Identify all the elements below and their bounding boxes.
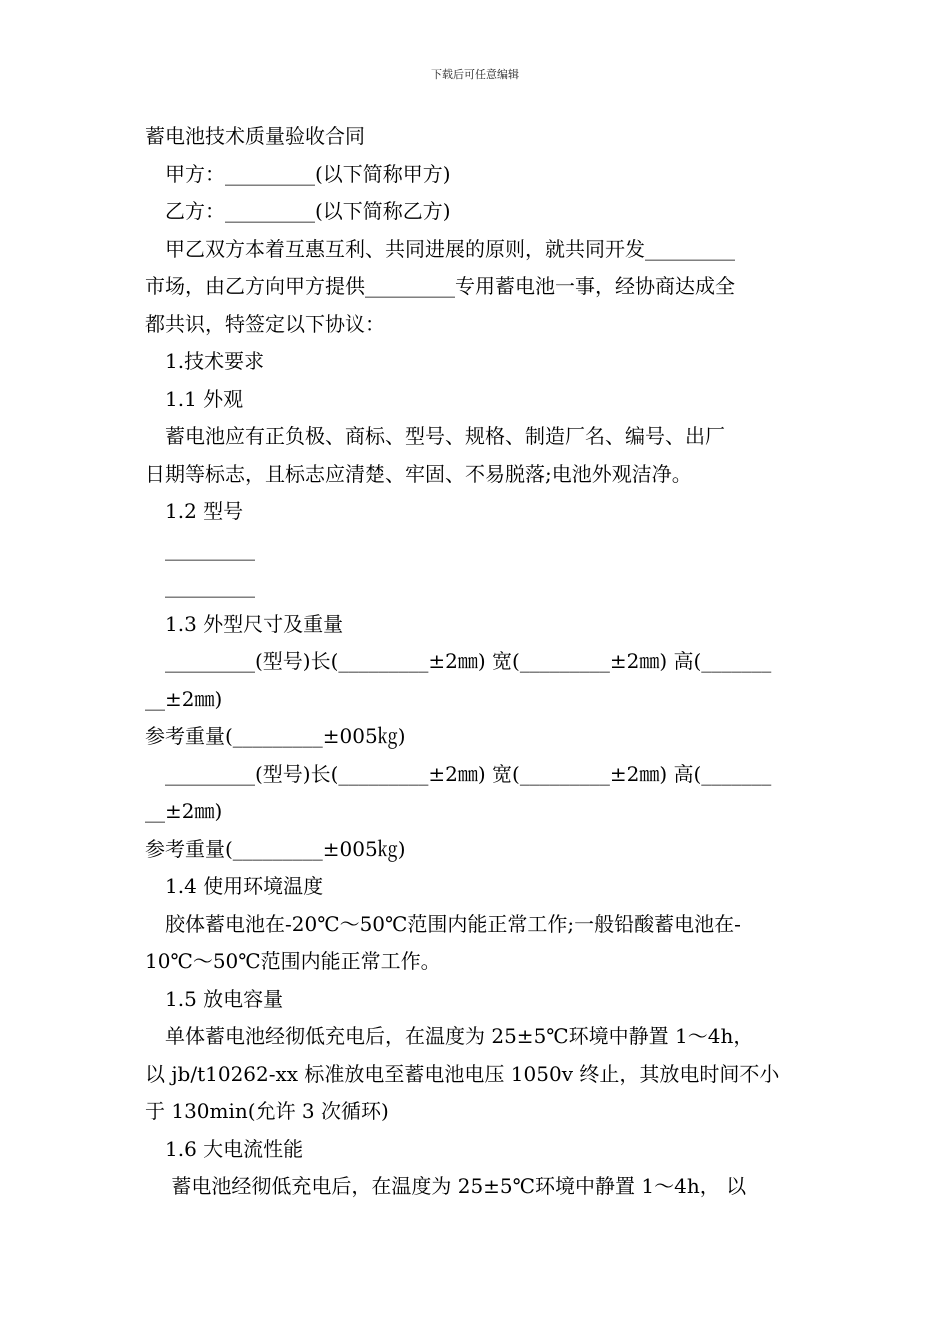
weight-line: 参考重量(_________±005㎏): [145, 836, 406, 861]
preamble-line: 市场，由乙方向甲方提供_________专用蓄电池一事，经协商达成全: [145, 274, 735, 298]
body-line: 10℃～50℃范围内能正常工作。: [145, 949, 441, 973]
blank-field: _________: [165, 536, 255, 561]
body-line: 单体蓄电池经彻低充电后，在温度为 25±5℃环境中静置 1～4h，: [165, 1024, 754, 1048]
dimension-line: __±2㎜): [145, 799, 223, 823]
page-header-note: 下载后可任意编辑: [431, 68, 519, 81]
dimension-line: __±2㎜): [145, 686, 223, 711]
section-heading: 1.6 大电流性能: [165, 1136, 304, 1161]
body-line: 蓄电池经彻低充电后，在温度为 25±5℃环境中静置 1～4h， 以: [165, 1174, 747, 1198]
section-heading: 1.2 型号: [165, 499, 244, 523]
section-heading: 1.技术要求: [165, 349, 265, 373]
section-heading: 1.5 放电容量: [165, 986, 284, 1011]
document-body: [145, 118, 809, 1206]
preamble-line: 甲乙双方本着互惠互利、共同进展的原则，就共同开发_________: [165, 236, 735, 261]
party-a-line: 甲方：_________(以下简称甲方): [165, 161, 451, 186]
body-line: 蓄电池应有正负极、商标、型号、规格、制造厂名、编号、出厂: [165, 424, 725, 448]
party-b-line: 乙方：_________(以下简称乙方): [165, 199, 451, 223]
document-title: 蓄电池技术质量验收合同: [145, 124, 365, 148]
section-heading: 1.1 外观: [165, 386, 244, 411]
preamble-line: 都共识，特签定以下协议：: [145, 311, 385, 336]
section-heading: 1.4 使用环境温度: [165, 874, 324, 898]
body-line: 日期等标志，且标志应清楚、牢固、不易脱落;电池外观洁净。: [145, 461, 692, 486]
weight-line: 参考重量(_________±005㎏): [145, 724, 406, 748]
body-line: 以 jb/t10262-xx 标准放电至蓄电池电压 1050v 终止，其放电时间不小: [145, 1061, 780, 1086]
blank-field: _________: [165, 574, 255, 598]
section-heading: 1.3 外型尺寸及重量: [165, 611, 344, 636]
dimension-line: _________(型号)长(_________±2㎜) 宽(_________±2㎜) 高(_______: [165, 761, 772, 786]
body-line: 胶体蓄电池在-20℃～50℃范围内能正常工作;一般铅酸蓄电池在-: [165, 911, 741, 936]
body-line: 于 130min(允许 3 次循环): [145, 1099, 389, 1123]
dimension-line: _________(型号)长(_________±2㎜) 宽(_________±2㎜) 高(_______: [165, 649, 772, 673]
